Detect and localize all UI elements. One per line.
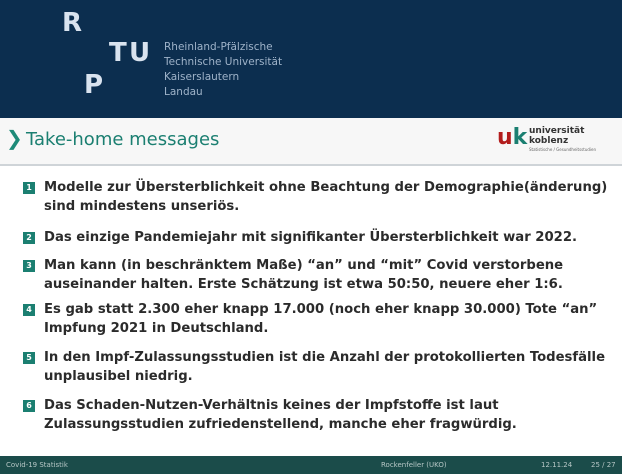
institution-name-block [164, 40, 282, 100]
item-text: Das einzige Pandemiejahr mit signifikanter Übersterblichkeit war 2022. [44, 230, 577, 245]
item-number-badge: 4 [23, 304, 35, 316]
slide-footer [0, 456, 622, 474]
uni-koblenz-logo [497, 125, 597, 157]
item-text: Man kann (in beschränktem Maße) “an” und “mit” Covid verstorbene auseinander halten. Erste Schätzung ist etwa 50:50, neuere eher 1:6. [44, 258, 564, 292]
item-text: Das Schaden-Nutzen-Verhältnis keines der Impfstoffe ist laut Zulassungsstudien zufriedenstellend, manche eher fragwürdig. [44, 398, 517, 432]
uk-logo-line-1: universität [529, 126, 585, 136]
rptu-logo-p: P [84, 70, 104, 100]
footer-course-title: Covid-19 Statistik [6, 461, 68, 469]
footer-date: 12.11.24 [541, 461, 573, 469]
rptu-logo-t: T [109, 38, 127, 68]
uk-mark-k: k [512, 125, 528, 150]
item-number-badge: 5 [23, 352, 35, 364]
chevron-right-icon: ❯ [6, 126, 23, 150]
institution-line-3: Kaiserslautern [164, 71, 240, 83]
item-text: Es gab statt 2.300 eher knapp 17.000 (noch eher knapp 30.000) Tote “an” Impfung 2021 in Deutschland. [44, 302, 598, 336]
rptu-logo-u: U [129, 38, 151, 68]
slide-title: Take-home messages [26, 129, 220, 150]
item-text: In den Impf-Zulassungsstudien ist die Anzahl der protokollierten Todesfälle unplausibel niedrig. [44, 350, 606, 384]
rptu-header-band [0, 0, 622, 118]
uk-mark-u: u [497, 125, 513, 150]
header-divider [0, 164, 622, 166]
uk-logo-subline: Statistische / Gesundheitsstudien [529, 147, 597, 152]
take-home-list [0, 178, 622, 456]
institution-line-4: Landau [164, 86, 203, 98]
footer-author: Rockenfeller (UKO) [381, 461, 447, 469]
footer-page-number: 25 / 27 [591, 461, 616, 469]
item-number-badge: 6 [23, 400, 35, 412]
institution-line-1: Rheinland-Pfälzische [164, 41, 273, 53]
uk-logo-text [529, 126, 584, 146]
item-text: Modelle zur Übersterblichkeit ohne Beachtung der Demographie(änderung) sind mindestens unseriös. [44, 180, 608, 214]
item-number-badge: 2 [23, 232, 35, 244]
item-number-badge: 3 [23, 260, 35, 272]
uk-logo-mark [497, 125, 527, 151]
uk-logo-line-2: koblenz [529, 136, 569, 146]
rptu-logo-r: R [62, 8, 83, 38]
institution-line-2: Technische Universität [164, 56, 283, 68]
item-number-badge: 1 [23, 182, 35, 194]
